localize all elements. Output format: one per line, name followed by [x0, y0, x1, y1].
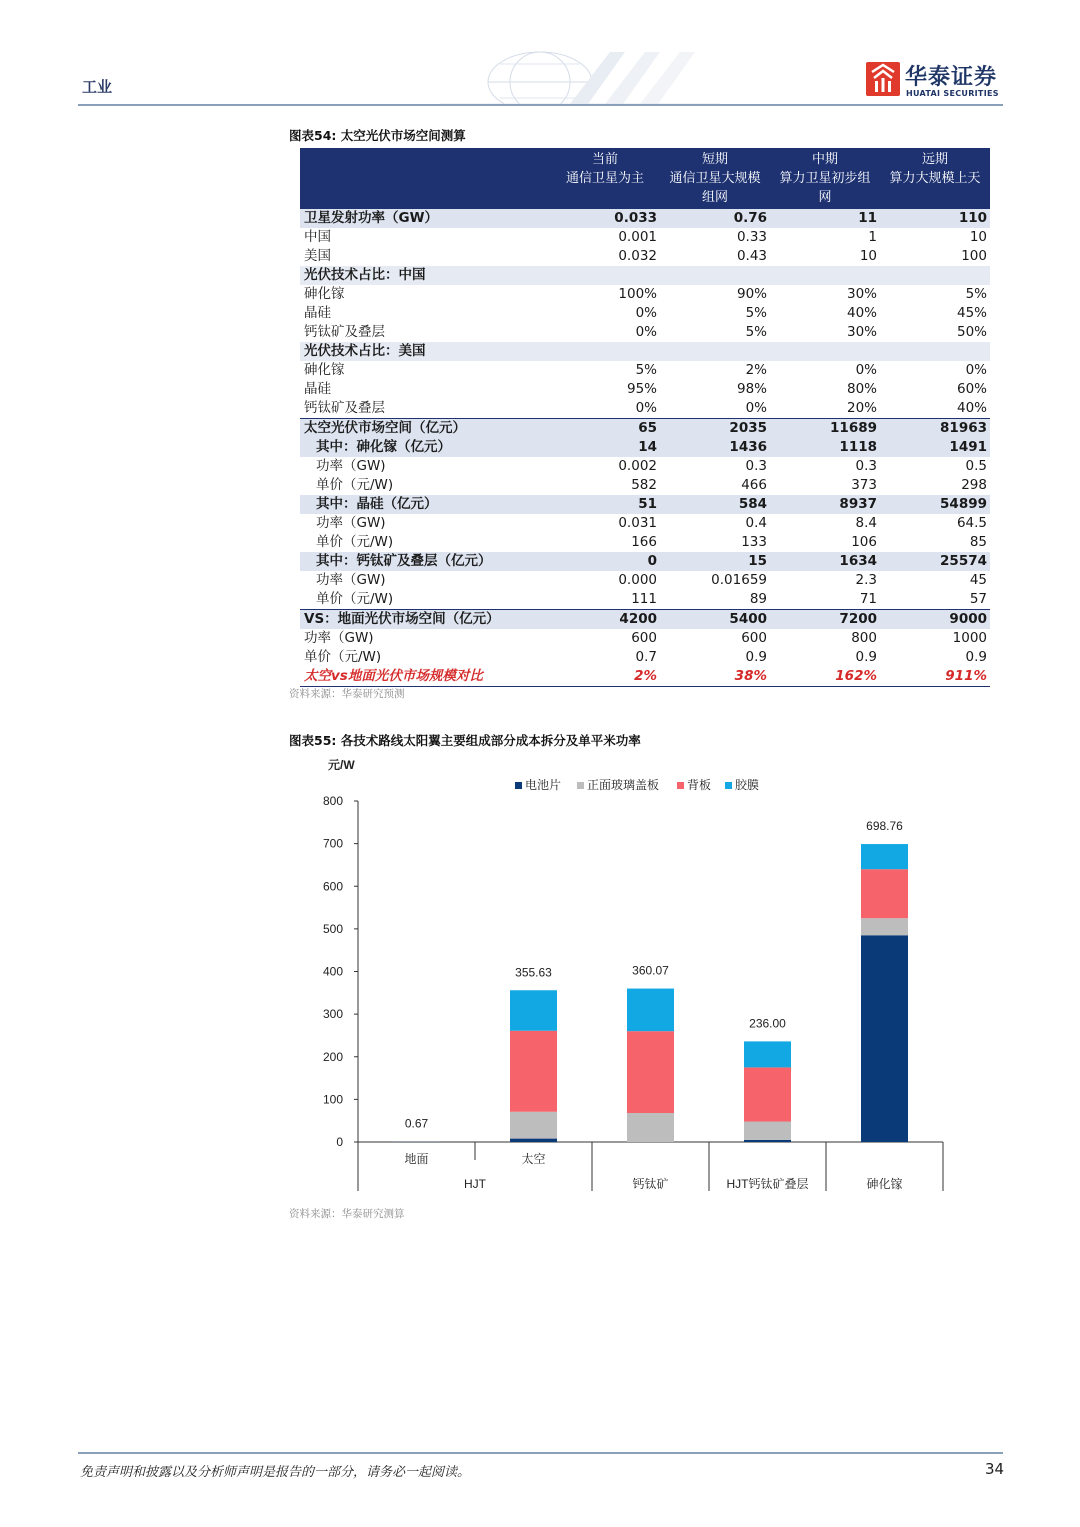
table-row — [300, 590, 990, 610]
y-tick-label: 500 — [322, 921, 343, 936]
row-label: 其中：砷化镓（亿元） — [300, 438, 550, 457]
row-label: 功率（GW) — [316, 515, 386, 531]
row-value: 80% — [846, 381, 877, 397]
legend-label: 胶膜 — [735, 778, 760, 792]
row-value: 0.9 — [745, 649, 767, 665]
row-value: 50% — [956, 324, 987, 340]
row-value: 1436 — [660, 438, 770, 457]
legend-swatch — [677, 782, 684, 789]
row-value: 81963 — [880, 419, 990, 439]
table-row — [300, 247, 990, 266]
row-label: 晶硅 — [304, 381, 331, 397]
y-tick-label: 400 — [322, 964, 343, 979]
y-tick-label: 300 — [322, 1007, 343, 1022]
row-value: 106 — [851, 534, 877, 550]
row-value: 0.43 — [736, 248, 767, 264]
table-row — [300, 457, 990, 476]
row-value: 582 — [631, 477, 657, 493]
row-value: 584 — [660, 495, 770, 514]
y-tick-label: 200 — [322, 1049, 343, 1064]
row-value: 0% — [635, 324, 657, 340]
x-category-label: HJT钙钛矿叠层 — [726, 1177, 809, 1191]
row-value: 14 — [550, 438, 660, 457]
row-value: 45 — [969, 572, 987, 588]
legend-label: 背板 — [687, 778, 712, 792]
bar-total-label: 355.63 — [515, 965, 552, 980]
row-value: 0.7 — [635, 649, 657, 665]
row-value: 1634 — [770, 552, 880, 571]
bar-segment — [627, 1031, 674, 1113]
row-value: 9000 — [880, 610, 990, 630]
table-header-empty — [300, 148, 550, 209]
row-value — [550, 342, 660, 361]
row-value: 0% — [855, 362, 877, 378]
row-value: 4200 — [550, 610, 660, 630]
table-row — [300, 399, 990, 419]
row-label: 砷化镓 — [304, 286, 345, 302]
x-group-label: HJT — [464, 1177, 486, 1191]
x-category-label: 钙钛矿 — [632, 1177, 669, 1191]
legend-label: 电池片 — [525, 778, 562, 792]
row-value: 0.5 — [965, 458, 987, 474]
x-category-label: 地面 — [404, 1152, 429, 1166]
bar-segment — [744, 1122, 791, 1140]
row-value: 25574 — [880, 552, 990, 571]
row-value: 111 — [631, 591, 657, 607]
row-value: 51 — [550, 495, 660, 514]
y-tick-label: 600 — [322, 879, 343, 894]
row-value: 0% — [635, 305, 657, 321]
column-header: 中期 算力卫星初步组网 — [770, 148, 880, 209]
row-value: 0.032 — [618, 248, 657, 264]
table-row — [300, 514, 990, 533]
row-value: 71 — [859, 591, 877, 607]
row-value — [880, 266, 990, 285]
row-value: 166 — [631, 534, 657, 550]
bar-segment — [861, 935, 908, 1142]
row-value: 5% — [965, 286, 987, 302]
row-value: 11 — [770, 209, 880, 228]
row-value: 600 — [631, 630, 657, 646]
bar-segment — [627, 989, 674, 1032]
row-label: 其中：晶硅（亿元） — [300, 495, 550, 514]
row-label: 功率（GW) — [316, 572, 386, 588]
row-label: 太空光伏市场空间（亿元） — [300, 419, 550, 439]
row-value: 8937 — [770, 495, 880, 514]
row-label: 单价（元/W) — [316, 591, 394, 607]
row-value: 1000 — [952, 630, 987, 646]
row-value: 5% — [745, 324, 767, 340]
row-value — [660, 266, 770, 285]
row-value: 10 — [969, 229, 987, 245]
figure-54-title: 图表54: 太空光伏市场空间测算 — [289, 128, 466, 143]
bar-total-label: 698.76 — [866, 819, 903, 834]
row-value: 5400 — [660, 610, 770, 630]
row-value: 60% — [956, 381, 987, 397]
row-value: 0.031 — [618, 515, 657, 531]
row-label: 太空vs地面光伏市场规模对比 — [300, 667, 550, 687]
row-value: 0.4 — [745, 515, 767, 531]
row-value: 7200 — [770, 610, 880, 630]
bar-segment — [744, 1067, 791, 1121]
row-label: 美国 — [304, 248, 331, 264]
row-label: 单价（元/W) — [316, 534, 394, 550]
cost-breakdown-chart — [280, 752, 980, 1202]
row-value: 85 — [969, 534, 987, 550]
table-row — [300, 304, 990, 323]
row-value: 0.033 — [550, 209, 660, 228]
row-label: 钙钛矿及叠层 — [304, 324, 385, 340]
table-row — [300, 495, 990, 514]
column-header: 远期 算力大规模上天 — [880, 148, 990, 209]
legend-swatch — [725, 782, 732, 789]
row-value: 15 — [660, 552, 770, 571]
x-category-label: 砷化镓 — [866, 1177, 903, 1191]
logo-english-name: HUATAI SECURITIES — [906, 89, 999, 98]
row-value: 0.002 — [618, 458, 657, 474]
y-tick-label: 700 — [322, 836, 343, 851]
table-row — [300, 648, 990, 667]
row-value: 100% — [618, 286, 657, 302]
huatai-logo-icon — [866, 62, 900, 96]
row-value: 95% — [626, 381, 657, 397]
row-value: 2.3 — [855, 572, 877, 588]
row-label: 光伏技术占比：美国 — [300, 342, 550, 361]
row-value: 45% — [956, 305, 987, 321]
row-value: 1491 — [880, 438, 990, 457]
bar-segment — [510, 990, 557, 1030]
row-value: 89 — [749, 591, 767, 607]
legend-label: 正面玻璃盖板 — [587, 778, 660, 792]
table-row — [300, 438, 990, 457]
row-value: 30% — [846, 324, 877, 340]
figure-54-source: 资料来源：华泰研究预测 — [289, 688, 405, 700]
y-tick-label: 100 — [322, 1092, 343, 1107]
bar-segment — [510, 1112, 557, 1139]
column-header: 短期 通信卫星大规模组网 — [660, 148, 770, 209]
page-number: 34 — [985, 1460, 1005, 1478]
row-value: 64.5 — [956, 515, 987, 531]
row-value: 1 — [868, 229, 877, 245]
row-label: 钙钛矿及叠层 — [304, 400, 385, 416]
row-value: 110 — [880, 209, 990, 228]
row-label: 单价（元/W) — [316, 477, 394, 493]
bar-segment — [510, 1139, 557, 1142]
bar-total-label: 0.67 — [404, 1116, 429, 1131]
table-row — [300, 476, 990, 495]
table-row — [300, 285, 990, 304]
row-value: 1118 — [770, 438, 880, 457]
row-label: 功率（GW) — [316, 458, 386, 474]
figure-55-title: 图表55: 各技术路线太阳翼主要组成部分成本拆分及单平米功率 — [289, 733, 641, 748]
table-row — [300, 629, 990, 648]
row-value: 2% — [745, 362, 767, 378]
row-value: 100 — [961, 248, 987, 264]
logo-chinese-name: 华泰证券 — [905, 65, 998, 90]
row-value — [770, 266, 880, 285]
row-value: 0 — [550, 552, 660, 571]
figure-55-source: 资料来源：华泰研究测算 — [289, 1208, 405, 1220]
row-label: 功率（GW) — [304, 630, 374, 646]
bar-segment — [861, 918, 908, 935]
footer-disclaimer: 免责声明和披露以及分析师声明是报告的一部分，请务必一起阅读。 — [80, 1465, 471, 1480]
column-header: 当前 通信卫星为主 — [550, 148, 660, 209]
row-value: 0.33 — [736, 229, 767, 245]
header-globe-decoration — [420, 40, 720, 106]
table-row — [300, 323, 990, 342]
table-row — [300, 419, 990, 439]
row-value: 0.3 — [855, 458, 877, 474]
header-divider — [78, 104, 1003, 106]
table-row — [300, 380, 990, 399]
row-value: 54899 — [880, 495, 990, 514]
row-label: 中国 — [304, 229, 331, 245]
footer-divider — [78, 1452, 1003, 1454]
row-label: 单价（元/W) — [304, 649, 382, 665]
table-row — [300, 571, 990, 590]
table-row — [300, 667, 990, 687]
row-label: VS：地面光伏市场空间（亿元） — [300, 610, 550, 630]
bar-segment — [744, 1140, 791, 1142]
table-row — [300, 552, 990, 571]
row-value — [550, 266, 660, 285]
row-value: 2% — [550, 667, 660, 687]
bar-segment — [861, 869, 908, 918]
bar-total-label: 360.07 — [632, 963, 669, 978]
row-value: 20% — [846, 400, 877, 416]
row-label: 其中：钙钛矿及叠层（亿元） — [300, 552, 550, 571]
bar-segment — [627, 1113, 674, 1142]
row-value: 65 — [550, 419, 660, 439]
row-value: 8.4 — [855, 515, 877, 531]
row-value: 38% — [660, 667, 770, 687]
bar-segment — [861, 844, 908, 869]
row-label: 晶硅 — [304, 305, 331, 321]
row-value: 0% — [635, 400, 657, 416]
row-value: 0.01659 — [711, 572, 767, 588]
row-value: 162% — [770, 667, 880, 687]
row-value: 0% — [745, 400, 767, 416]
row-value: 2035 — [660, 419, 770, 439]
row-value: 98% — [736, 381, 767, 397]
bar-total-label: 236.00 — [749, 1016, 786, 1031]
row-value: 30% — [846, 286, 877, 302]
row-value: 0.3 — [745, 458, 767, 474]
row-value: 40% — [956, 400, 987, 416]
row-value: 800 — [851, 630, 877, 646]
table-row — [300, 342, 990, 361]
row-value: 298 — [961, 477, 987, 493]
row-value: 0.9 — [965, 649, 987, 665]
row-value: 5% — [745, 305, 767, 321]
row-value: 11689 — [770, 419, 880, 439]
row-value: 600 — [741, 630, 767, 646]
table-row — [300, 266, 990, 285]
table-row — [300, 228, 990, 247]
row-value: 0.001 — [618, 229, 657, 245]
table-row — [300, 610, 990, 630]
table-row — [300, 361, 990, 380]
row-value: 5% — [635, 362, 657, 378]
y-tick-label: 800 — [322, 794, 343, 808]
row-value: 0% — [965, 362, 987, 378]
y-tick-label: 0 — [336, 1135, 343, 1149]
y-axis-unit-label: 元/W — [328, 758, 355, 772]
row-value: 0.76 — [660, 209, 770, 228]
row-value — [880, 342, 990, 361]
row-label: 光伏技术占比：中国 — [300, 266, 550, 285]
row-value: 466 — [741, 477, 767, 493]
bar-segment — [510, 1031, 557, 1112]
row-value: 90% — [736, 286, 767, 302]
table-header-row — [300, 148, 990, 209]
row-label: 卫星发射功率（GW） — [300, 209, 550, 228]
row-value — [660, 342, 770, 361]
market-size-table — [300, 148, 990, 687]
section-label: 工业 — [82, 78, 113, 96]
row-label: 砷化镓 — [304, 362, 345, 378]
row-value: 133 — [741, 534, 767, 550]
row-value: 40% — [846, 305, 877, 321]
row-value: 57 — [969, 591, 987, 607]
bar-segment — [744, 1041, 791, 1067]
row-value: 911% — [880, 667, 990, 687]
table-row — [300, 533, 990, 552]
row-value: 0.9 — [855, 649, 877, 665]
row-value — [770, 342, 880, 361]
legend-swatch — [515, 782, 522, 789]
row-value: 10 — [859, 248, 877, 264]
row-value: 373 — [851, 477, 877, 493]
row-value: 0.000 — [618, 572, 657, 588]
legend-swatch — [577, 782, 584, 789]
table-row — [300, 209, 990, 228]
x-category-label: 太空 — [521, 1152, 546, 1166]
